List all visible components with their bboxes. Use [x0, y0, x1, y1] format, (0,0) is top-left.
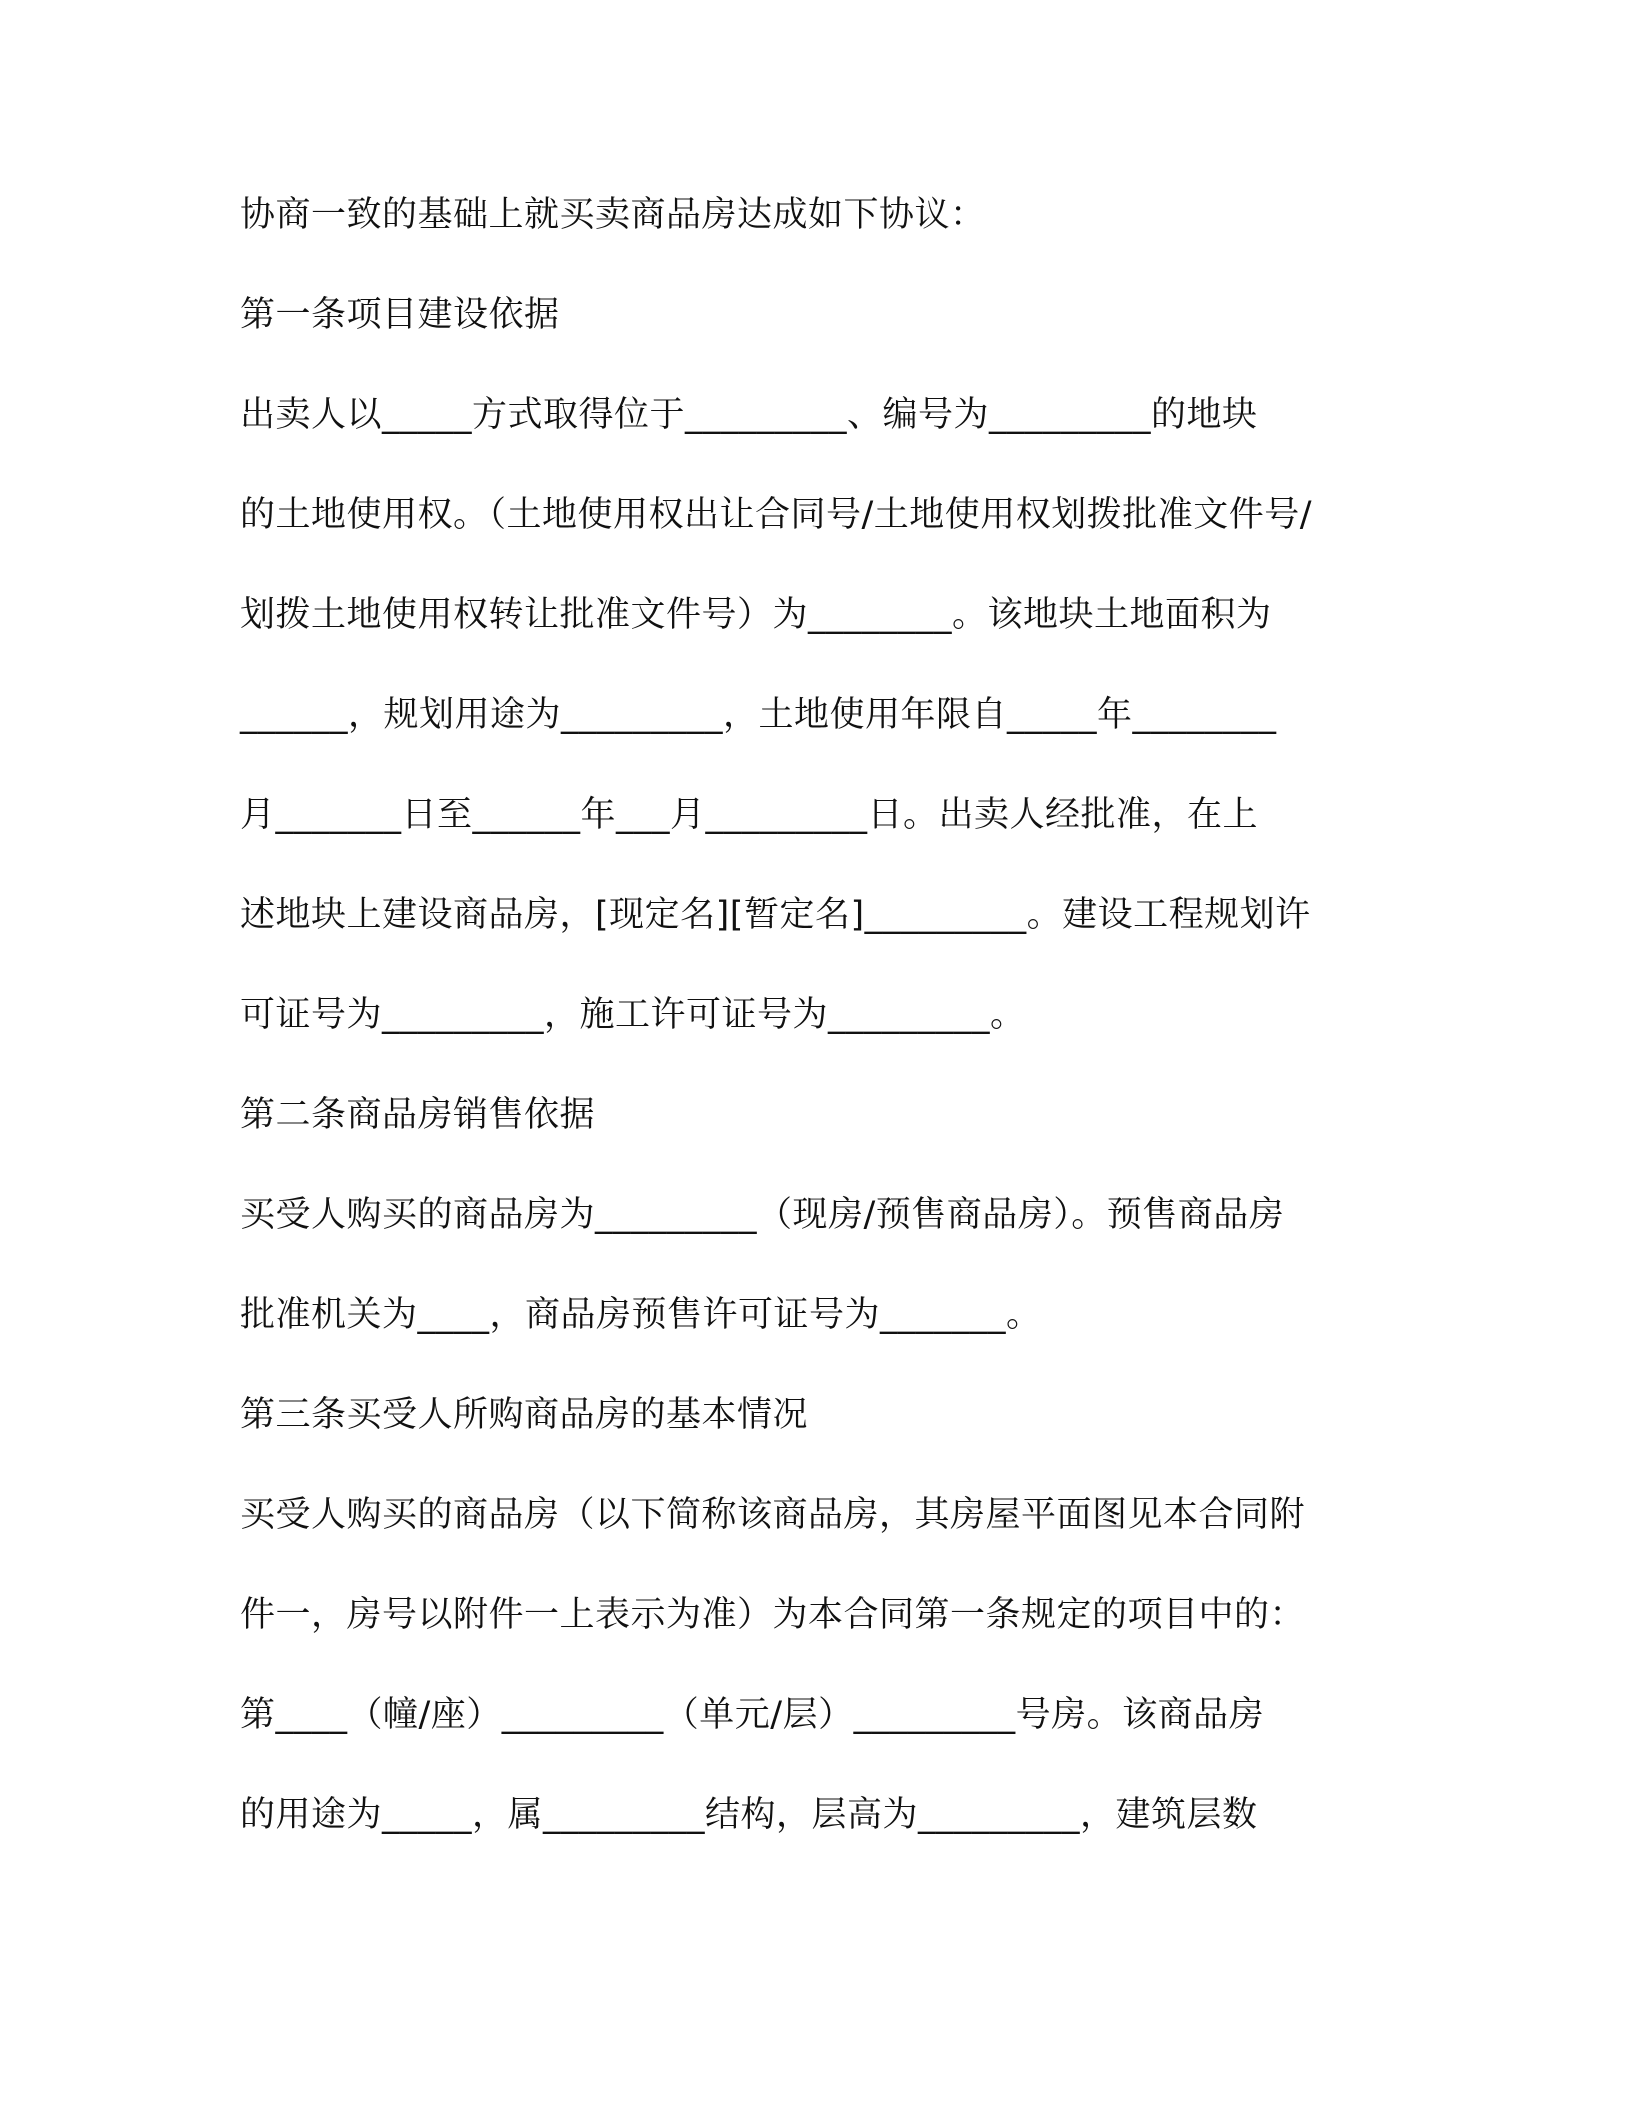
article-3-heading: 第三条买受人所购商品房的基本情况 [240, 1395, 809, 1435]
article-2-text-line: 买受人购买的商品房为_________（现房/预售商品房）。预售商品房 [240, 1195, 1285, 1235]
article-1-text-line: 述地块上建设商品房，[现定名][暂定名]_________。建设工程规划许 [240, 895, 1311, 935]
article-1-text-line: 出卖人以_____方式取得位于_________、编号为_________的地块 [240, 395, 1258, 435]
article-1-text-line: 月_______日至______年___月_________日。出卖人经批准，在上 [240, 795, 1259, 835]
article-1-text-line: ______，规划用途为_________，土地使用年限自_____年________ [240, 695, 1277, 735]
article-2-heading: 第二条商品房销售依据 [240, 1095, 596, 1135]
article-3-text-line: 件一，房号以附件一上表示为准）为本合同第一条规定的项目中的： [240, 1595, 1306, 1635]
article-1-text-line: 划拨土地使用权转让批准文件号）为________。该地块土地面积为 [240, 595, 1272, 635]
article-3-text-line: 第____（幢/座）_________（单元/层）_________号房。该商品房 [240, 1695, 1265, 1735]
article-3-text-line: 买受人购买的商品房（以下简称该商品房，其房屋平面图见本合同附 [240, 1495, 1306, 1535]
article-1-text-line: 可证号为_________，施工许可证号为_________。 [240, 995, 1026, 1035]
intro-line: 协商一致的基础上就买卖商品房达成如下协议： [240, 195, 986, 235]
article-1-heading: 第一条项目建设依据 [240, 295, 560, 335]
article-3-text-line: 的用途为_____，属_________结构，层高为_________，建筑层数 [240, 1795, 1258, 1835]
article-2-text-line: 批准机关为____，商品房预售许可证号为_______。 [240, 1295, 1042, 1335]
contract-body [240, 188, 1400, 1888]
article-1-text-line: 的土地使用权。（土地使用权出让合同号/土地使用权划拨批准文件号/ [240, 495, 1313, 535]
